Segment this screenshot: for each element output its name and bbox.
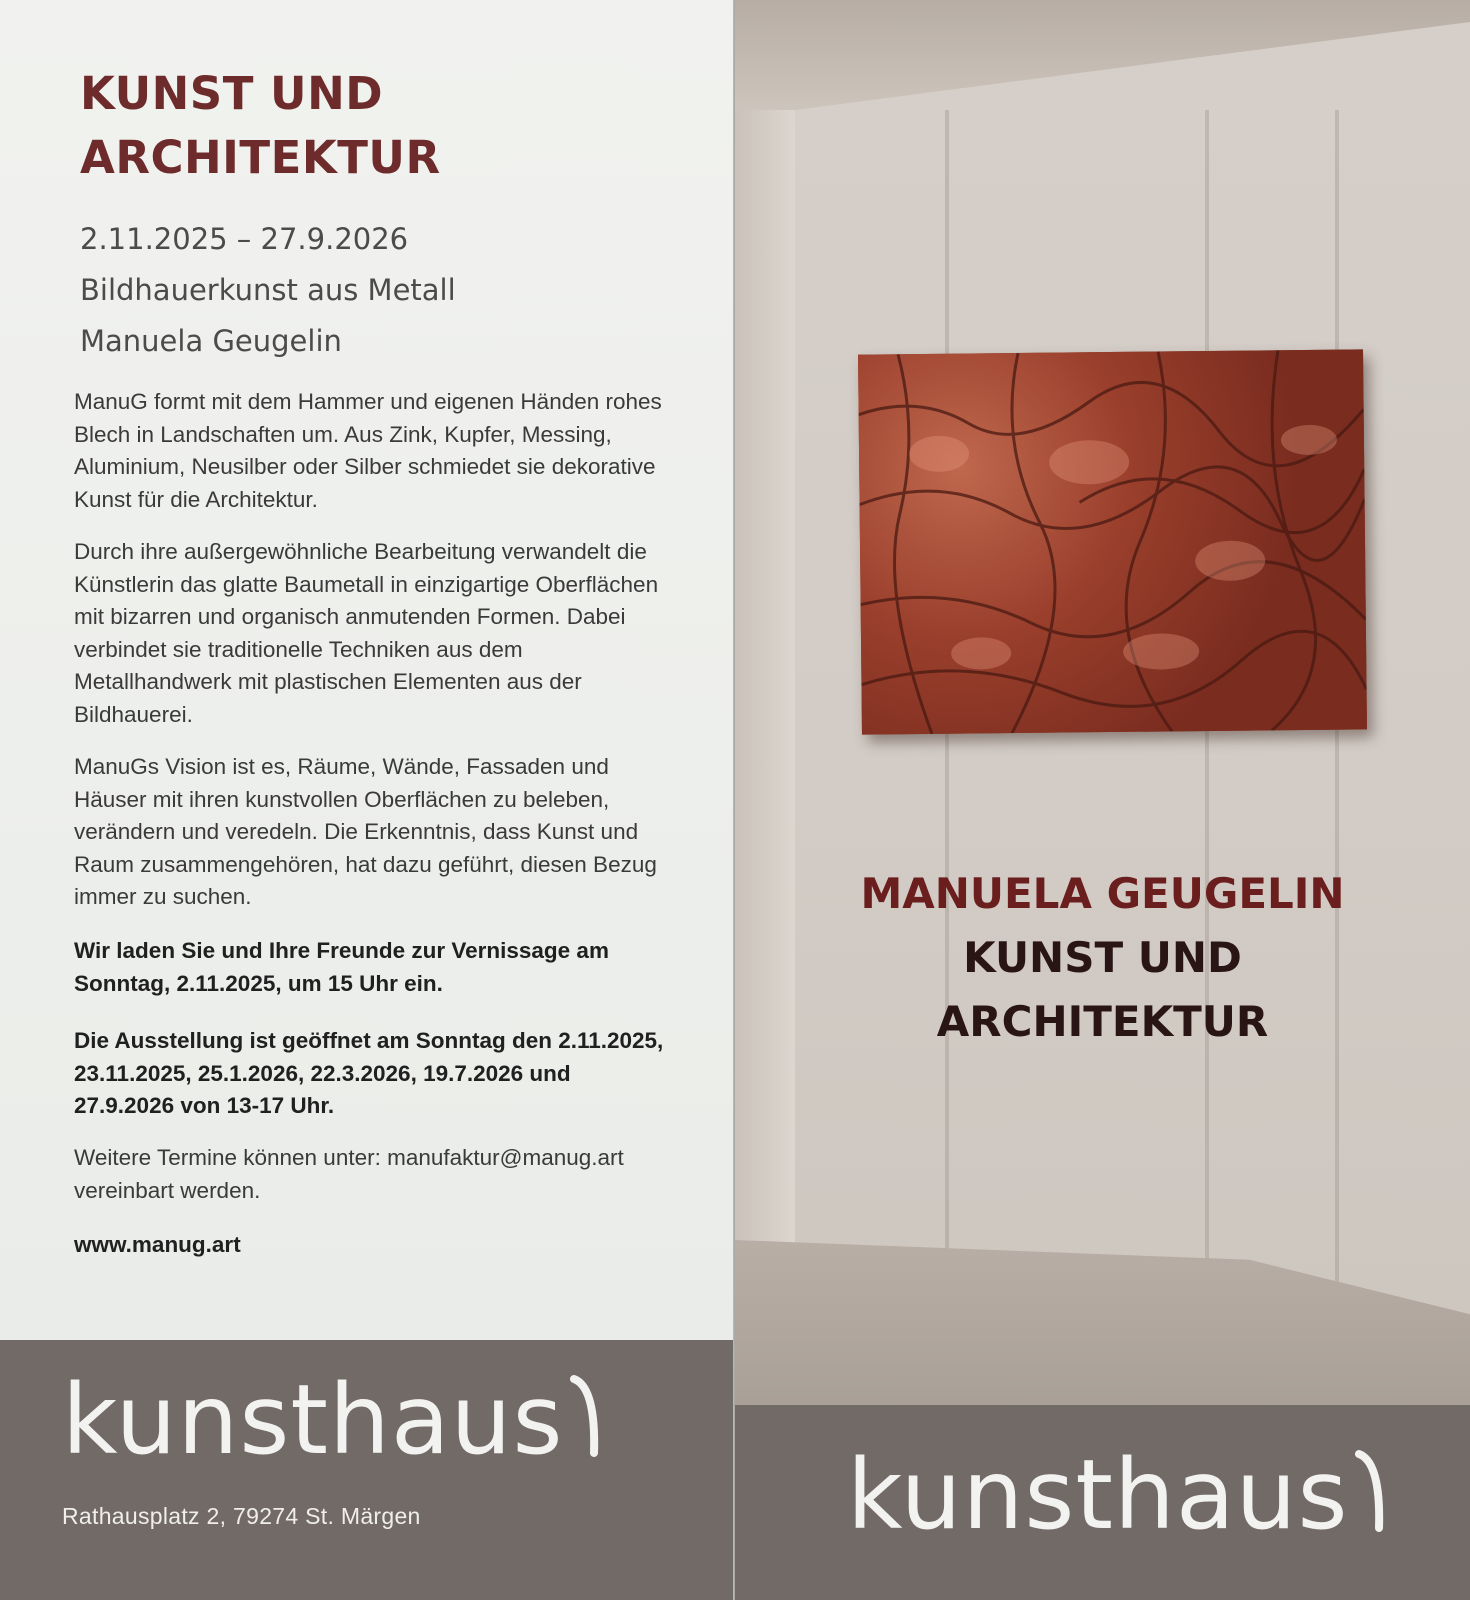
opening-hours: Die Ausstellung ist geöffnet am Sonntag den 2.11.2025, 23.11.2025, 25.1.2026, 22.3.2026, 19.7.2026 und 27.9.2026 von 13-17 Uhr. <box>74 1028 664 1118</box>
metal-artwork-image <box>858 349 1367 734</box>
exhibition-title: KUNST UND ARCHITEKTUR <box>80 67 441 184</box>
website-link[interactable]: www.manug.art <box>74 1232 241 1257</box>
description-paragraph-3: ManuGs Vision ist es, Räume, Wände, Fassaden und Häuser mit ihren kunstvollen Oberflächen zu beleben, verändern und veredeln. Die Erkenntnis, dass Kunst und Raum zusammengehören, hat dazu geführt, diesen Bezug immer zu suchen. <box>74 754 657 909</box>
description-paragraph-2: Durch ihre außergewöhnliche Bearbeitung verwandelt die Künstlerin das glatte Baumetall in einzigartige Oberflächen mit bizarren und organisch anmutenden Formen. Dabei verbindet sie traditionelle Techniken aus dem Metallhandwerk mit plastischen Elementen aus der Bildhauerei. <box>74 539 659 727</box>
more-dates-note: Weitere Termine können unter: manufaktur@manug.art vereinbart werden. <box>74 1145 624 1203</box>
cover-title-line-2: ARCHITEKTUR <box>936 997 1269 1046</box>
logo-wordmark: kunsthaus <box>62 1364 564 1476</box>
logo-arc-icon <box>568 1365 602 1461</box>
cover-artist-name: MANUELA GEUGELIN <box>860 869 1345 918</box>
cover-title-line-1: KUNST UND <box>963 933 1242 982</box>
venue-address: Rathausplatz 2, 79274 St. Märgen <box>62 1503 421 1529</box>
cover-logo-arc-icon <box>1353 1440 1387 1536</box>
exhibition-subtitle: Bildhauerkunst aus Metall <box>80 273 456 307</box>
vernissage-invitation: Wir laden Sie und Ihre Freunde zur Vernissage am Sonntag, 2.11.2025, um 15 Uhr ein. <box>74 938 609 996</box>
kunsthaus-logo <box>62 1365 602 1475</box>
description-paragraph-1: ManuG formt mit dem Hammer und eigenen Händen rohes Blech in Landschaften um. Aus Zink, Kupfer, Messing, Aluminium, Neusilber oder Silber schmiedet sie dekorative Kunst für die Architektur. <box>74 389 662 512</box>
cover-kunsthaus-logo <box>847 1440 1387 1550</box>
hammered-metal-texture <box>858 349 1367 734</box>
exhibition-dates: 2.11.2025 – 27.9.2026 <box>80 222 409 256</box>
flyer-cover-panel <box>735 0 1470 1600</box>
artist-name: Manuela Geugelin <box>80 324 342 358</box>
cover-title <box>735 862 1470 1054</box>
side-wall <box>735 0 795 1290</box>
cover-logo-wordmark: kunsthaus <box>847 1439 1349 1551</box>
exhibition-meta <box>80 214 456 367</box>
